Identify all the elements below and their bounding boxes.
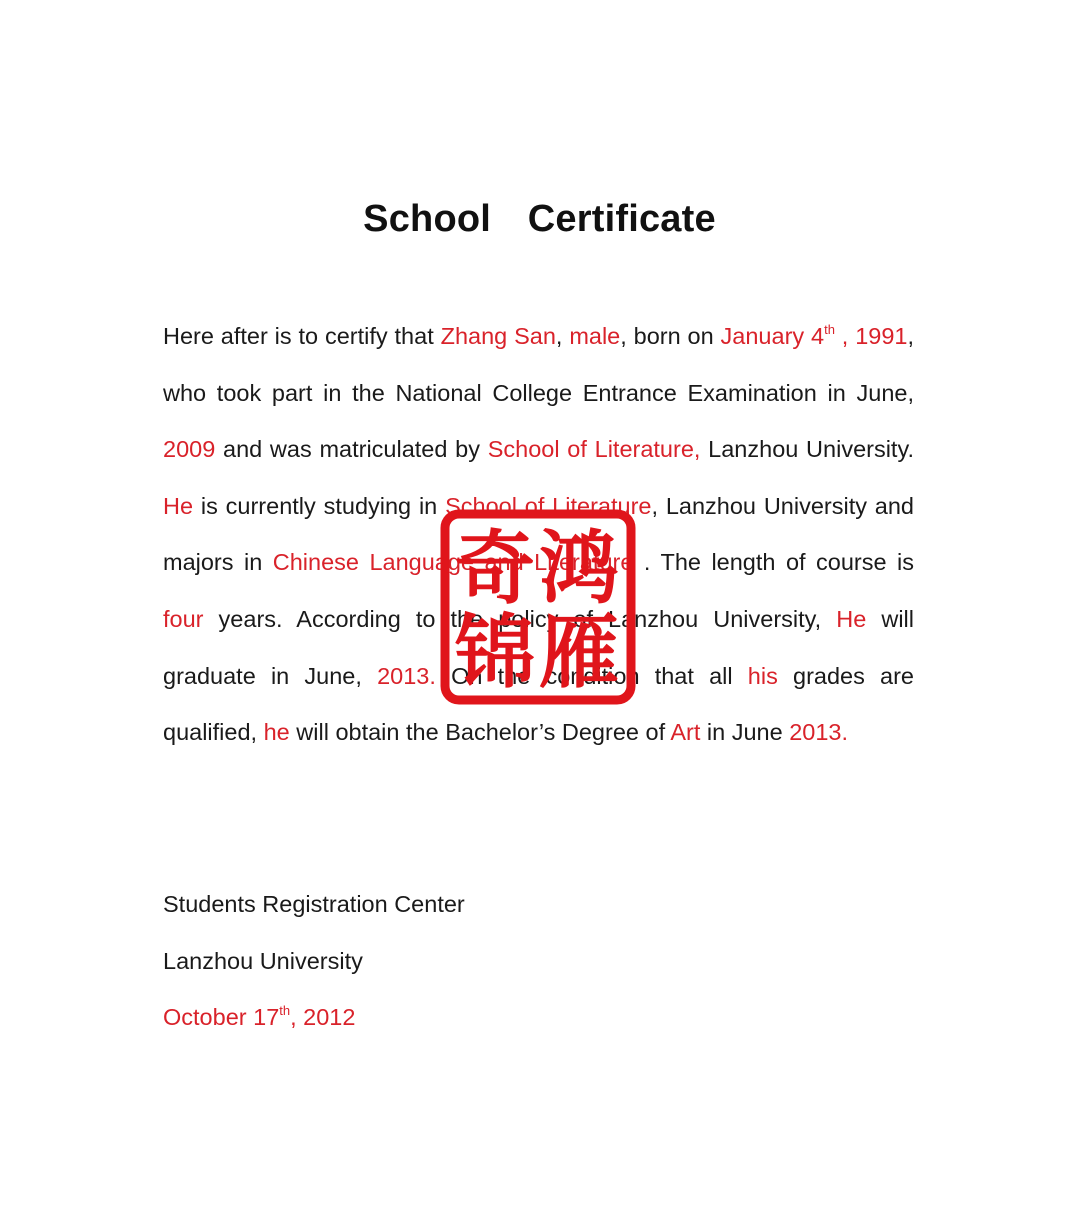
seal-char-2: 鸿	[539, 522, 619, 615]
signature-block	[163, 876, 465, 1046]
school-name-2: School of Literature	[445, 492, 652, 519]
body-text-segment: Here after is to certify that	[163, 323, 441, 349]
graduation-year: 2013.	[377, 662, 436, 689]
seal-char-4: 雁	[539, 606, 619, 699]
pronoun-3: his	[747, 662, 778, 689]
body-text-segment: , who took part in the National College Entrance Examination in June,	[163, 323, 915, 406]
pronoun-1: He	[163, 492, 194, 519]
body-text-segment: , Lanzhou University and majors in	[163, 492, 915, 576]
course-duration: four	[163, 605, 204, 632]
seal-stamp	[439, 508, 637, 706]
document-title: School Certificate	[363, 198, 716, 240]
birth-month-day: January 4	[720, 323, 825, 349]
student-gender: male	[569, 323, 621, 349]
date-rest: , 2012	[290, 1004, 356, 1031]
body-text-segment: is currently studying in	[193, 492, 446, 519]
school-name-1: School of Literature,	[487, 436, 701, 463]
body-text-segment: and was matriculated by	[215, 436, 488, 463]
degree-field: Art	[670, 719, 701, 746]
body-text-segment: Lanzhou University.	[700, 436, 914, 463]
birth-date	[721, 323, 908, 349]
seal-char-3: 锦	[455, 606, 535, 699]
body-text-segment: years. According to the policy of Lanzhou University,	[203, 605, 837, 632]
seal-char-1: 奇	[455, 522, 535, 615]
body-text-segment: in June	[700, 719, 790, 746]
body-text-segment: grades are qualified,	[163, 662, 915, 746]
date-day-suffix: th	[279, 1003, 291, 1019]
birth-comma: ,	[834, 323, 849, 349]
body-text-segment: On the condition that all	[435, 662, 748, 689]
student-name: Zhang San	[440, 323, 556, 349]
seal-graphic	[439, 508, 637, 706]
body-text-segment: will obtain the Bachelor’s Degree of	[289, 719, 671, 746]
body-text-segment: , born on	[620, 323, 721, 349]
body-text-segment: will graduate in June,	[163, 605, 915, 689]
pronoun-2: He	[836, 605, 867, 632]
pronoun-4: he	[263, 719, 290, 746]
exam-year: 2009	[163, 436, 216, 463]
body-text-segment: ,	[555, 323, 570, 349]
degree-year: 2013.	[789, 719, 849, 746]
signature-university: Lanzhou University	[163, 947, 363, 974]
major-name: Chinese Language and Literature	[272, 549, 634, 576]
signature-date	[163, 989, 465, 1046]
date-month-day: October 17	[163, 1004, 280, 1031]
birth-day-suffix: th	[824, 322, 835, 337]
birth-year: 1991	[855, 323, 908, 349]
signature-department: Students Registration Center	[163, 891, 465, 917]
body-text-segment: . The length of course is	[633, 549, 914, 576]
